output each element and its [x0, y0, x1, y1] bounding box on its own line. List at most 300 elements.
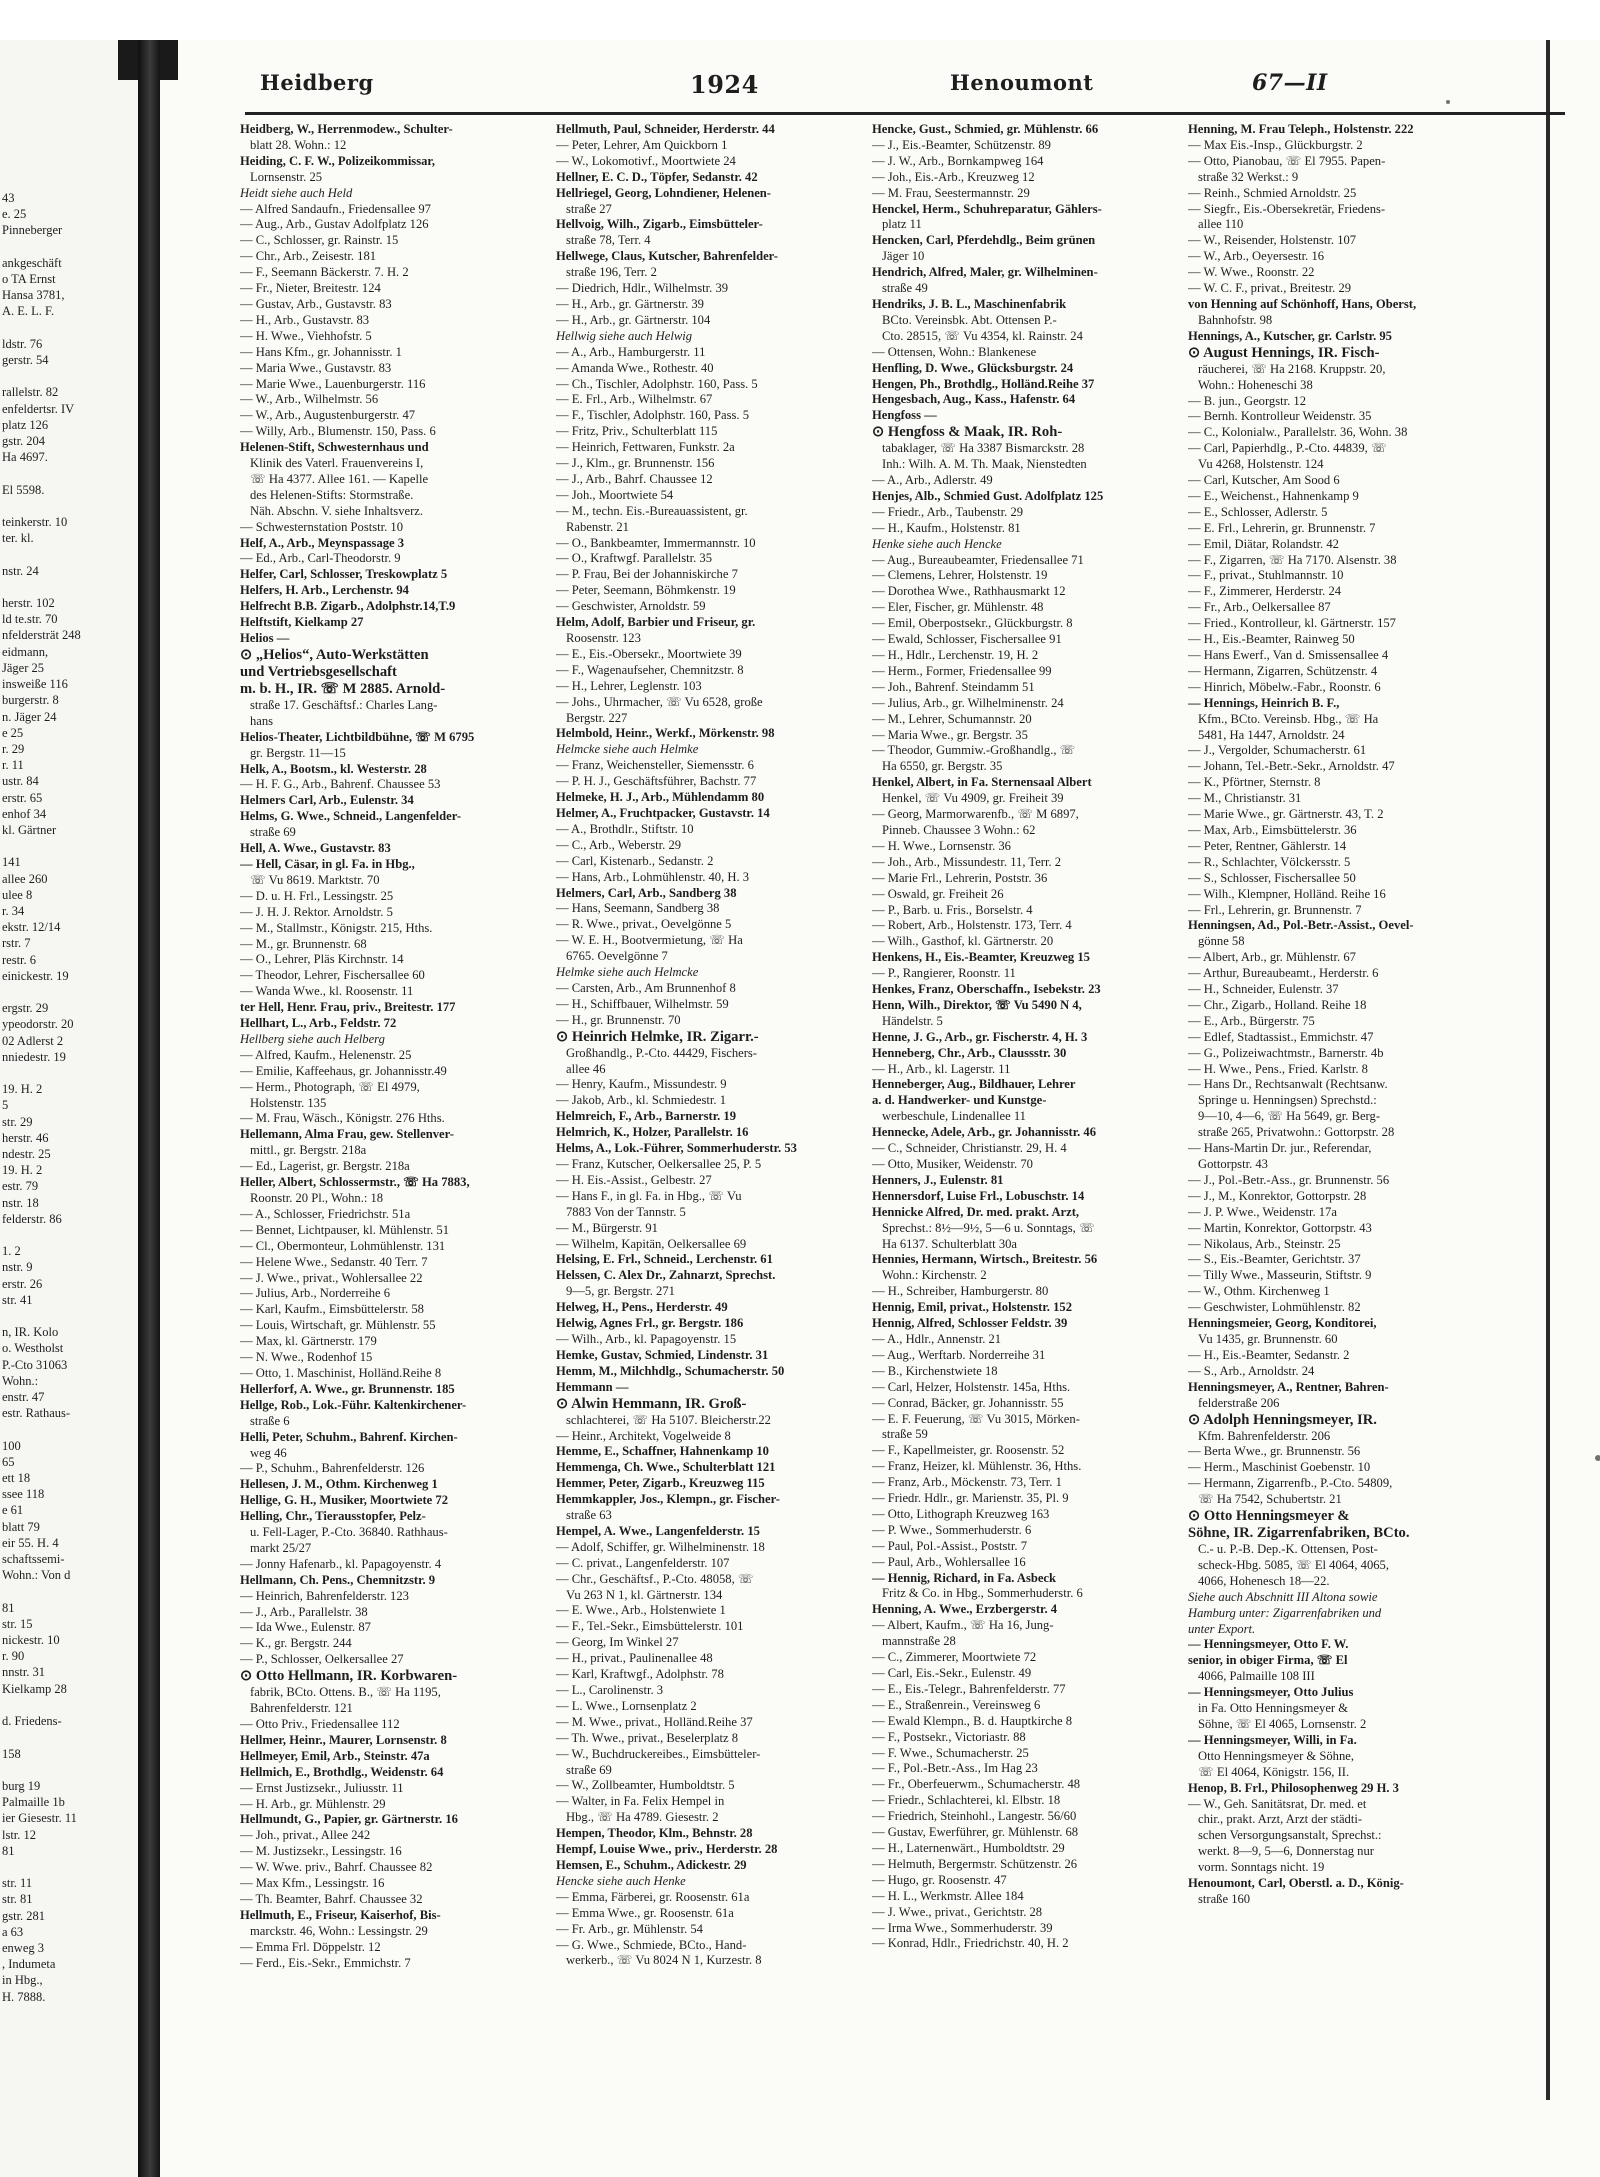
fragment-line — [0, 368, 81, 384]
directory-entry-line: — Carl, Kistenarb., Sedanstr. 2 — [556, 853, 714, 868]
directory-entry-line: — Dorothea Wwe., Rathhausmarkt 12 — [872, 584, 1066, 599]
directory-entry-line: a. d. Handwerker- und Kunstge- — [872, 1093, 1047, 1108]
directory-entry-line: werbeschule, Lindenallee 11 — [882, 1109, 1026, 1124]
directory-entry-line: — P. Wwe., Sommerhuderstr. 6 — [872, 1522, 1032, 1537]
directory-entry-line: — Konrad, Hdlr., Friedrichstr. 40, H. 2 — [872, 1936, 1069, 1951]
directory-entry-line: straße 63 — [566, 1508, 612, 1523]
directory-entry-line: Hellmuth, E., Friseur, Kaiserhof, Bis- — [240, 1907, 441, 1922]
directory-entry-line: — Fr. Arb., gr. Mühlenstr. 54 — [556, 1921, 703, 1936]
directory-entry-line: — Carl, Eis.-Sekr., Eulenstr. 49 — [872, 1666, 1032, 1680]
directory-entry-line: Hempel, A. Wwe., Langenfelderstr. 15 — [556, 1523, 760, 1538]
directory-entry-line: — Chr., Geschäftsf., P.-Cto. 48058, ☏ — [556, 1571, 754, 1586]
directory-entry-line: mannstraße 28 — [882, 1634, 956, 1649]
directory-entry-line: — Carl, Helzer, Holstenstr. 145a, Hths. — [872, 1379, 1071, 1394]
directory-entry-line: ☏ Ha 4377. Allee 161. — Kapelle — [250, 471, 429, 486]
directory-entry-line: — Carl, Papierhdlg., P.-Cto. 44839, ☏ — [1188, 441, 1387, 456]
directory-entry-line: — Max, kl. Gärtnerstr. 179 — [240, 1334, 377, 1349]
directory-entry-line: — J., M., Konrektor, Gottorpstr. 28 — [1188, 1188, 1367, 1203]
directory-entry-line: — Hell, Cäsar, in gl. Fa. in Hbg., — [240, 856, 415, 871]
ink-speck — [1446, 100, 1450, 104]
fragment-line — [0, 465, 81, 481]
directory-entry-line: — M., gr. Brunnenstr. 68 — [240, 936, 367, 951]
header-last-entry: Henoumont — [950, 70, 1094, 95]
header-rule — [245, 112, 1565, 115]
directory-entry-line: Wohn.: Hoheneschi 38 — [1198, 377, 1313, 392]
directory-entry-line: — Herm., Maschinist Goebenstr. 10 — [1188, 1460, 1371, 1475]
directory-entry-line: — Frl., Lehrerin, gr. Brunnenstr. 7 — [1188, 902, 1362, 917]
directory-entry-line: — Wilhelm, Kapitän, Oelkersallee 69 — [556, 1236, 747, 1251]
directory-entry-line: Kfm. Bahrenfelderstr. 206 — [1198, 1428, 1331, 1443]
directory-entry-line: — M. Frau, Wäsch., Königstr. 276 Hths. — [240, 1111, 445, 1126]
directory-entry-line: 6765. Oevelgönne 7 — [566, 949, 668, 964]
directory-entry-line: Hellmeyer, Emil, Arb., Steinstr. 47a — [240, 1748, 430, 1763]
directory-entry-line: Hencke, Gust., Schmied, gr. Mühlenstr. 66 — [872, 122, 1099, 136]
directory-entry-line: Hempf, Louise Wwe., priv., Herderstr. 28 — [556, 1842, 778, 1857]
directory-entry-line: — H., privat., Paulinenallee 48 — [556, 1651, 713, 1666]
directory-entry-line: straße 265, Privatwohn.: Gottorpstr. 28 — [1198, 1125, 1395, 1140]
directory-entry-line: — S., Arb., Arnoldstr. 24 — [1188, 1363, 1315, 1378]
directory-entry-line: — Peter, Rentner, Gählerstr. 14 — [1188, 838, 1347, 853]
fragment-line: blatt 79 — [2, 1519, 40, 1534]
directory-entry-line: — Hugo, gr. Roosenstr. 47 — [872, 1872, 1007, 1887]
directory-entry-line: Henckel, Herm., Schuhreparatur, Gählers- — [872, 201, 1102, 216]
directory-entry-line: — P., Barb. u. Fris., Borselstr. 4 — [872, 902, 1033, 917]
directory-entry-line: — C. privat., Langenfelderstr. 107 — [556, 1555, 730, 1570]
directory-entry-line: — Helmuth, Bergermstr. Schützenstr. 26 — [872, 1856, 1078, 1871]
column-4 — [1188, 122, 1496, 1908]
fragment-line: 19. H. 2 — [2, 1082, 43, 1097]
fragment-line: d. Friedens- — [2, 1714, 62, 1729]
directory-entry-line: — H. Arb., gr. Mühlenstr. 29 — [240, 1796, 386, 1811]
directory-entry-line: Henningsmeier, Georg, Konditorei, — [1188, 1316, 1377, 1331]
fragment-line: e 25 — [2, 725, 24, 740]
directory-entry-line: Hennig, Emil, privat., Holstenstr. 152 — [872, 1300, 1072, 1315]
fragment-line: r. 90 — [2, 1649, 25, 1664]
directory-entry-line: Helios-Theater, Lichtbildbühne, ☏ M 6795 — [240, 729, 475, 744]
column-3 — [872, 122, 1180, 1952]
directory-entry-line: blatt 28. Wohn.: 12 — [250, 137, 347, 152]
directory-entry-line: — Max, Arb., Eimsbüttelerstr. 36 — [1188, 822, 1357, 837]
fragment-line: 141 — [2, 855, 21, 870]
directory-entry-line: C.- u. P.-B. Dep.-K. Ottensen, Post- — [1198, 1542, 1378, 1557]
directory-entry-line: — Martin, Konrektor, Gottorpstr. 43 — [1188, 1220, 1372, 1235]
fragment-line: r. 29 — [2, 741, 25, 756]
directory-entry-line: — S., Schlosser, Fischersallee 50 — [1188, 870, 1356, 885]
directory-entry-line: Hell, A. Wwe., Gustavstr. 83 — [240, 841, 391, 856]
directory-entry-line: Henjes, Alb., Schmied Gust. Adolfplatz 125 — [872, 488, 1104, 503]
fragment-line: ter. kl. — [2, 531, 34, 546]
book-gutter — [138, 40, 160, 2177]
running-header — [80, 70, 1380, 110]
directory-entry-line: — Friedr. Hdlr., gr. Marienstr. 35, Pl. 9 — [872, 1491, 1069, 1506]
fragment-line: enweg 3 — [2, 1940, 44, 1955]
directory-entry-line: werkerb., ☏ Vu 8024 N 1, Kurzestr. 8 — [566, 1953, 762, 1968]
directory-entry-line: Helmeke, H. J., Arb., Mühlendamm 80 — [556, 790, 765, 805]
directory-entry-line: — P. H. J., Geschäftsführer, Bachstr. 77 — [556, 774, 757, 789]
directory-entry-line: straße 6 — [250, 1413, 290, 1428]
directory-entry-line: — Otto, Lithograph Kreuzweg 163 — [872, 1506, 1050, 1521]
directory-entry-line: Heller, Albert, Schlossermstr., ☏ Ha 7883, — [240, 1175, 470, 1190]
directory-entry-line: — Ed., Arb., Carl-Theodorstr. 9 — [240, 551, 401, 566]
directory-entry-line: — Eler, Fischer, gr. Mühlenstr. 48 — [872, 600, 1044, 615]
fragment-line: restr. 6 — [2, 952, 37, 967]
fragment-line: 1. 2 — [2, 1244, 21, 1259]
fragment-line: str. 29 — [2, 1114, 33, 1129]
directory-entry-line: — Hans, Seemann, Sandberg 38 — [556, 901, 720, 916]
directory-entry-line: — E., Schlosser, Adlerstr. 5 — [1188, 504, 1328, 519]
directory-entry-line: — Marie Wwe., gr. Gärtnerstr. 43, T. 2 — [1188, 807, 1384, 822]
directory-entry-line: — Albert, Kaufm., ☏ Ha 16, Jung- — [872, 1618, 1054, 1633]
directory-entry-line: Kfm., BCto. Vereinsb. Hbg., ☏ Ha — [1198, 711, 1379, 726]
directory-entry-line: — H., Arb., gr. Gärtnerstr. 104 — [556, 312, 711, 327]
fragment-line: enfeldertsr. IV — [2, 401, 75, 416]
fragment-line — [0, 1583, 81, 1599]
fragment-line: ypeodorstr. 20 — [2, 1017, 74, 1032]
directory-entry-line: — Hans Ewerf., Van d. Smissensallee 4 — [1188, 648, 1389, 662]
page-number: 67—II — [1252, 70, 1328, 96]
directory-entry-line: — Geschwister, Arnoldstr. 59 — [556, 599, 706, 614]
directory-entry-line: — M. Wwe., privat., Holländ.Reihe 37 — [556, 1714, 753, 1729]
directory-entry-line: Heidt siehe auch Held — [240, 185, 353, 200]
directory-entry-line: — Th. Beamter, Bahrf. Chaussee 32 — [240, 1891, 423, 1906]
directory-entry-line: — J., Eis.-Beamter, Schützenstr. 89 — [872, 137, 1051, 152]
fragment-line: 100 — [2, 1438, 21, 1453]
directory-entry-line: — M., Stallmstr., Königstr. 215, Hths. — [240, 920, 433, 935]
directory-entry-line: — Hans Kfm., gr. Johannisstr. 1 — [240, 344, 402, 359]
directory-entry-line: — Hermann, Zigarrenfb., P.-Cto. 54809, — [1188, 1476, 1393, 1491]
directory-entry-line: Siehe auch Abschnitt III Altona sowie — [1188, 1589, 1378, 1604]
directory-entry-line: — H., gr. Brunnenstr. 70 — [556, 1012, 681, 1027]
directory-entry-line: — J. P. Wwe., Weidenstr. 17a — [1188, 1204, 1337, 1219]
directory-entry-line: straße 27 — [566, 201, 612, 216]
directory-entry-line: Helmers, Carl, Arb., Sandberg 38 — [556, 885, 737, 900]
directory-entry-line: Hennicke Alfred, Dr. med. prakt. Arzt, — [872, 1204, 1080, 1219]
directory-entry-line: — W. C. F., privat., Breitestr. 29 — [1188, 281, 1352, 296]
directory-entry-line: Hennecke, Adele, Arb., gr. Johannisstr. 46 — [872, 1125, 1097, 1140]
directory-entry-line: — B., Kirchenstwiete 18 — [872, 1363, 998, 1378]
directory-entry-line: — Joh., Eis.-Arb., Kreuzweg 12 — [872, 169, 1035, 184]
directory-entry-line: — L. Wwe., Lornsenplatz 2 — [556, 1698, 697, 1713]
directory-entry-line: — Edlef, Stadtassist., Emmichstr. 47 — [1188, 1029, 1374, 1044]
fragment-line: ld te.str. 70 — [2, 612, 58, 627]
directory-entry-line: — C., Zimmerer, Moortwiete 72 — [872, 1650, 1037, 1665]
directory-entry-line: — G., Polizeiwachtmstr., Barnerstr. 4b — [1188, 1045, 1384, 1060]
directory-entry-line: ⊙ August Hennings, IR. Fisch- — [1188, 344, 1380, 361]
directory-entry-line: Helm, Adolf, Barbier und Friseur, gr. — [556, 615, 756, 630]
directory-entry-line: — Fritz, Priv., Schulterblatt 115 — [556, 424, 718, 439]
fragment-line: ssee 118 — [2, 1487, 45, 1502]
directory-entry-line: ☏ Vu 8619. Marktstr. 70 — [250, 872, 380, 887]
directory-entry-line: — Franz, Arb., Möckenstr. 73, Terr. 1 — [872, 1475, 1062, 1490]
directory-entry-line: Helf, A., Arb., Meynspassage 3 — [240, 535, 405, 550]
directory-entry-line: — Maria Wwe., gr. Bergstr. 35 — [872, 727, 1028, 742]
directory-entry-line: mittl., gr. Bergstr. 218a — [250, 1143, 367, 1158]
directory-entry-line: Henneberger, Aug., Bildhauer, Lehrer — [872, 1077, 1076, 1092]
directory-entry-line: — J. H. J. Rektor. Arnoldstr. 5 — [240, 904, 393, 919]
directory-entry-line: ⊙ Adolph Henningsmeyer, IR. — [1188, 1411, 1377, 1428]
directory-entry-line: — W. Wwe. priv., Bahrf. Chaussee 82 — [240, 1860, 433, 1875]
fragment-line: A. E. L. F. — [2, 304, 55, 319]
directory-entry-line: — Clemens, Lehrer, Holstenstr. 19 — [872, 568, 1048, 583]
fragment-line: herstr. 46 — [2, 1130, 49, 1145]
directory-entry-line: felderstraße 206 — [1198, 1395, 1280, 1410]
directory-entry-line: Hempen, Theodor, Klm., Behnstr. 28 — [556, 1826, 753, 1841]
fragment-line — [0, 1859, 81, 1875]
directory-entry-line: Cto. 28515, ☏ Vu 4354, kl. Rainstr. 24 — [882, 328, 1083, 343]
fragment-line: r. 34 — [2, 903, 25, 918]
fragment-line: nstr. 9 — [2, 1260, 33, 1275]
directory-entry-line: marckstr. 46, Wohn.: Lessingstr. 29 — [250, 1923, 428, 1938]
directory-entry-line: — Bennet, Lichtpauser, kl. Mühlenstr. 51 — [240, 1222, 450, 1237]
fragment-line: nickestr. 10 — [2, 1633, 60, 1648]
directory-entry-line: Hellge, Rob., Lok.-Führ. Kaltenkirchener- — [240, 1397, 467, 1412]
directory-entry-line: Hellmich, E., Brothdlg., Weidenstr. 64 — [240, 1764, 444, 1779]
fragment-line: rallelstr. 82 — [2, 385, 59, 400]
directory-entry-line: — Adolf, Schiffer, gr. Wilhelminenstr. 18 — [556, 1539, 765, 1554]
directory-entry-line: unter Export. — [1188, 1621, 1256, 1636]
directory-entry-line: — K., gr. Bergstr. 244 — [240, 1636, 352, 1651]
directory-entry-line: — W., Othm. Kirchenweg 1 — [1188, 1284, 1330, 1299]
directory-entry-line: — Karl, Kraftwgf., Adolphstr. 78 — [556, 1667, 724, 1682]
directory-entry-line: weg 46 — [250, 1445, 287, 1460]
directory-entry-line: — H., Arb., gr. Gärtnerstr. 39 — [556, 296, 704, 311]
fragment-line: gstr. 281 — [2, 1908, 46, 1923]
fragment-line — [0, 1065, 81, 1081]
directory-entry-line: tabaklager, ☏ Ha 3387 Bismarckstr. 28 — [882, 441, 1085, 456]
directory-entry-line: Hemm, M., Milchhdlg., Schumacherstr. 50 — [556, 1363, 785, 1378]
directory-entry-line: — Otto, 1. Maschinist, Holländ.Reihe 8 — [240, 1365, 442, 1380]
fragment-line: a 63 — [2, 1924, 24, 1939]
directory-entry-line: 4066, Palmaille 108 III — [1198, 1669, 1315, 1684]
directory-entry-line: Helmers Carl, Arb., Eulenstr. 34 — [240, 793, 414, 808]
directory-entry-line: räucherei, ☏ Ha 2168. Kruppstr. 20, — [1198, 361, 1386, 376]
directory-entry-line: — Herm., Former, Friedensallee 99 — [872, 663, 1052, 678]
fragment-line — [0, 984, 81, 1000]
directory-entry-line: — P., Schuhm., Bahrenfelderstr. 126 — [240, 1461, 425, 1476]
directory-entry-line: straße 160 — [1198, 1891, 1251, 1906]
directory-entry-line: Hengesbach, Aug., Kass., Hafenstr. 64 — [872, 392, 1076, 407]
directory-entry-line: — H., Eis.-Beamter, Sedanstr. 2 — [1188, 1347, 1350, 1362]
fragment-line: nniedestr. 19 — [2, 1049, 66, 1064]
fragment-line: ier Giesestr. 11 — [2, 1811, 77, 1826]
directory-entry-line: Hbg., ☏ Ha 4789. Giesestr. 2 — [566, 1810, 719, 1825]
directory-entry-line: — F., Zimmerer, Herderstr. 24 — [1188, 584, 1342, 599]
directory-entry-line: Henners, J., Eulenstr. 81 — [872, 1172, 1004, 1187]
directory-entry-line: Henop, B. Frl., Philosophenweg 29 H. 3 — [1188, 1780, 1399, 1795]
directory-entry-line: — Gustav, Ewerführer, gr. Mühlenstr. 68 — [872, 1825, 1079, 1840]
directory-entry-line: Hellmann, Ch. Pens., Chemnitzstr. 9 — [240, 1572, 436, 1587]
fragment-line: felderstr. 86 — [2, 1211, 62, 1226]
directory-entry-line: Henke siehe auch Hencke — [872, 536, 1002, 551]
fragment-line: 65 — [2, 1454, 15, 1469]
directory-entry-line: — Albert, Arb., gr. Mühlenstr. 67 — [1188, 950, 1356, 965]
directory-entry-line: — W., Geh. Sanitätsrat, Dr. med. et — [1188, 1796, 1367, 1811]
fragment-line: ndestr. 25 — [2, 1146, 51, 1161]
directory-entry-line: — H. F. G., Arb., Bahrenf. Chaussee 53 — [240, 777, 441, 792]
fragment-line: Palmaille 1b — [2, 1795, 65, 1810]
directory-entry-line: — O., Bankbeamter, Immermannstr. 10 — [556, 535, 756, 550]
directory-entry-line: Hendriks, J. B. L., Maschinenfabrik — [872, 296, 1067, 311]
directory-entry-line: — P., Schlosser, Oelkersallee 27 — [240, 1652, 404, 1667]
directory-entry-line: — Bernh. Kontrolleur Weidenstr. 35 — [1188, 409, 1372, 424]
directory-entry-line: ☏ Ha 7542, Schubertstr. 21 — [1198, 1492, 1342, 1507]
directory-entry-line: Helios — — [240, 631, 290, 645]
directory-entry-line: — Ed., Lagerist, gr. Bergstr. 218a — [240, 1159, 410, 1174]
fragment-line: Wohn.: — [2, 1373, 39, 1388]
fragment-line — [0, 1729, 81, 1745]
directory-entry-line: — Hermann, Zigarren, Schützenstr. 4 — [1188, 663, 1378, 678]
directory-entry-line: — P. Frau, Bei der Johanniskirche 7 — [556, 567, 738, 582]
directory-entry-line: Hellemann, Alma Frau, gew. Stellenver- — [240, 1127, 454, 1142]
directory-entry-line: — Johann, Tel.-Betr.-Sekr., Arnoldstr. 47 — [1188, 759, 1395, 774]
directory-entry-line: — Franz, Weichensteller, Siemensstr. 6 — [556, 758, 754, 773]
directory-entry-line: Holstenstr. 135 — [250, 1095, 327, 1110]
directory-entry-line: — A., Brothdlr., Stiftstr. 10 — [556, 821, 694, 836]
fragment-line: eidmann, — [2, 644, 49, 659]
directory-entry-line: werkt. 8—9, 5—6, Donnerstag nur — [1198, 1844, 1374, 1859]
directory-entry-line: — M. Frau, Seestermannstr. 29 — [872, 185, 1030, 200]
directory-entry-line: — Hinrich, Möbelw.-Fabr., Roonstr. 6 — [1188, 679, 1381, 694]
directory-entry-line: — Joh., privat., Allee 242 — [240, 1828, 371, 1843]
directory-entry-line: — F., privat., Stuhlmannstr. 10 — [1188, 568, 1344, 583]
fragment-line: P.-Cto 31063 — [2, 1357, 68, 1372]
directory-entry-line: — H., Eis.-Beamter, Rainweg 50 — [1188, 632, 1355, 647]
directory-entry-line: Helfer, Carl, Schlosser, Treskowplatz 5 — [240, 567, 448, 582]
fragment-line: Hansa 3781, — [2, 288, 65, 303]
directory-entry-line: Springe u. Henningsen) Sprechstd.: — [1198, 1093, 1377, 1108]
directory-entry-line: Hemmann — — [556, 1379, 629, 1394]
directory-entry-line: — Theodor, Lehrer, Fischersallee 60 — [240, 968, 425, 983]
directory-entry-line: — Heinrich, Bahrenfelderstr. 123 — [240, 1588, 409, 1603]
directory-entry-line: — E. Wwe., Arb., Holstenwiete 1 — [556, 1603, 726, 1618]
directory-entry-line: — Henningsmeyer, Otto F. W. — [1188, 1637, 1349, 1652]
directory-entry-line: Helfers, H. Arb., Lerchenstr. 94 — [240, 583, 409, 598]
directory-entry-line: — L., Carolinenstr. 3 — [556, 1683, 664, 1697]
directory-entry-line: Helsing, E. Frl., Schneid., Lerchenstr. 61 — [556, 1252, 773, 1267]
fragment-line: estr. 79 — [2, 1179, 39, 1194]
directory-entry-line: — Geschwister, Lohmühlenstr. 82 — [1188, 1300, 1361, 1315]
directory-entry-line: — Aug., Werftarb. Norderreihe 31 — [872, 1347, 1046, 1362]
directory-entry-line: — Carl, Kutscher, Am Sood 6 — [1188, 473, 1340, 488]
directory-entry-line: — Fried., Kontrolleur, kl. Gärtnerstr. 157 — [1188, 616, 1396, 631]
directory-entry-line: Roonstr. 20 Pl., Wohn.: 18 — [250, 1191, 384, 1205]
directory-entry-line: — Henry, Kaufm., Missundestr. 9 — [556, 1077, 727, 1092]
directory-entry-line: — Wilh., Arb., kl. Papagoyenstr. 15 — [556, 1331, 737, 1346]
directory-entry-line: fabrik, BCto. Ottens. B., ☏ Ha 1195, — [250, 1685, 441, 1700]
directory-entry-line: — Emma Wwe., gr. Roosenstr. 61a — [556, 1905, 734, 1920]
directory-entry-line: — Julius, Arb., gr. Wilhelminenstr. 24 — [872, 695, 1064, 710]
directory-entry-line: — E., Weichenst., Hahnenkamp 9 — [1188, 488, 1359, 503]
directory-entry-line: Helling, Chr., Tierausstopfer, Pelz- — [240, 1509, 426, 1524]
directory-entry-line: — J. Wwe., privat., Wohlersallee 22 — [240, 1270, 423, 1285]
fragment-line: 43 — [2, 191, 15, 205]
fragment-line: herstr. 102 — [2, 596, 55, 611]
directory-entry-line: — F. Wwe., Schumacherstr. 25 — [872, 1745, 1029, 1760]
directory-entry-line: Hellige, G. H., Musiker, Moortwiete 72 — [240, 1493, 448, 1508]
fragment-line — [0, 579, 81, 595]
directory-entry-line: — Fr., Nieter, Breitestr. 124 — [240, 281, 381, 296]
directory-entry-line: — B. jun., Georgstr. 12 — [1188, 393, 1307, 408]
directory-entry-line: — F., Kapellmeister, gr. Roosenstr. 52 — [872, 1443, 1065, 1458]
directory-entry-line: Henoumont, Carl, Oberstl. a. D., König- — [1188, 1876, 1404, 1891]
directory-entry-line: 9—10, 4—6, ☏ Ha 5649, gr. Berg- — [1198, 1109, 1381, 1124]
directory-entry-line: Helk, A., Bootsm., kl. Westerstr. 28 — [240, 761, 427, 776]
directory-entry-line: Henkel, ☏ Vu 4909, gr. Freiheit 39 — [882, 791, 1064, 806]
directory-entry-line: — Aug., Arb., Gustav Adolfplatz 126 — [240, 217, 429, 232]
directory-entry-line: Henkens, H., Eis.-Beamter, Kreuzweg 15 — [872, 950, 1090, 965]
directory-entry-line: des Helenen-Stifts: Stormstraße. — [250, 487, 414, 502]
directory-entry-line: Hellmuth, Paul, Schneider, Herderstr. 44 — [556, 122, 775, 136]
directory-entry-line: straße 78, Terr. 4 — [566, 233, 651, 248]
fragment-line: ustr. 84 — [2, 774, 39, 789]
fragment-line: Jäger 25 — [2, 660, 44, 675]
directory-entry-line: Henne, J. G., Arb., gr. Fischerstr. 4, H. 3 — [872, 1029, 1088, 1044]
directory-entry-line: — Chr., Arb., Zeisestr. 181 — [240, 249, 377, 264]
fragment-line: o. Westholst — [2, 1341, 64, 1356]
directory-entry-line: Gottorpstr. 43 — [1198, 1157, 1268, 1171]
directory-entry-line: — Jakob, Arb., kl. Schmiedestr. 1 — [556, 1093, 727, 1108]
directory-entry-line: ⊙ Heinrich Helmke, IR. Zigarr.- — [556, 1028, 759, 1045]
directory-entry-line: — Amanda Wwe., Rothestr. 40 — [556, 360, 714, 375]
directory-entry-line: in Fa. Otto Henningsmeyer & — [1198, 1701, 1349, 1716]
directory-entry-line: scheck-Hbg. 5085, ☏ El 4064, 4065, — [1198, 1557, 1389, 1572]
fragment-line: ldstr. 76 — [2, 336, 43, 351]
directory-entry-line: Helweg, H., Pens., Herderstr. 49 — [556, 1300, 728, 1315]
directory-entry-line: Henning, M. Frau Teleph., Holstenstr. 222 — [1188, 122, 1414, 136]
directory-entry-line: — Franz, Heizer, kl. Mühlenstr. 36, Hths. — [872, 1459, 1082, 1474]
directory-entry-line: Rabenstr. 21 — [566, 519, 629, 534]
fragment-line: ekstr. 12/14 — [2, 920, 61, 935]
directory-entry-line: — A., Arb., Hamburgerstr. 11 — [556, 344, 706, 359]
directory-entry-line: — N. Wwe., Rodenhof 15 — [240, 1350, 373, 1365]
directory-entry-line: — O., Kraftwgf. Parallelstr. 35 — [556, 551, 712, 566]
directory-entry-line: Bahrenfelderstr. 121 — [250, 1701, 353, 1716]
directory-entry-line: straße 69 — [250, 825, 296, 840]
directory-entry-line: Jäger 10 — [882, 249, 925, 264]
directory-entry-line: — H. L., Werkmstr. Allee 184 — [872, 1888, 1024, 1903]
directory-entry-line: Klinik des Vaterl. Frauenvereins I, — [250, 456, 424, 471]
directory-entry-line: — F., Wagenaufseher, Chemnitzstr. 8 — [556, 662, 744, 677]
directory-entry-line: ⊙ Alwin Hemmann, IR. Groß- — [556, 1395, 747, 1412]
fragment-line: burgerstr. 8 — [2, 693, 59, 708]
fragment-line — [0, 546, 81, 562]
directory-entry-line: straße 49 — [882, 281, 928, 296]
directory-entry-line: Helfrecht B.B. Zigarb., Adolphstr.14,T.9 — [240, 599, 456, 614]
directory-entry-line: — O., Lehrer, Pläs Kirchnstr. 14 — [240, 952, 404, 967]
directory-entry-line: — Marie Wwe., Lauenburgerstr. 116 — [240, 376, 426, 391]
directory-entry-line: — Hans F., in gl. Fa. in Hbg., ☏ Vu — [556, 1188, 742, 1203]
directory-entry-line: — Max Kfm., Lessingstr. 16 — [240, 1876, 385, 1891]
directory-entry-line: — F., Seemann Bäckerstr. 7. H. 2 — [240, 265, 409, 280]
directory-entry-line: — Emma Frl. Döppelstr. 12 — [240, 1939, 381, 1954]
directory-entry-line: schen Versorgungsanstalt, Sprechst.: — [1198, 1828, 1382, 1843]
fragment-line — [0, 320, 81, 336]
fragment-line: lstr. 12 — [2, 1827, 37, 1842]
directory-entry-line: — Arthur, Bureaubeamt., Herderstr. 6 — [1188, 966, 1379, 981]
directory-entry-line: ⊙ „Helios“, Auto-Werkstätten — [240, 646, 429, 663]
directory-entry-line: Ha 6550, gr. Bergstr. 35 — [882, 759, 1003, 774]
directory-entry-line: Helmcke siehe auch Helmke — [556, 742, 699, 757]
directory-entry-line: straße 17. Geschäftsf.: Charles Lang- — [250, 697, 438, 712]
directory-entry-line: — Alfred Sandaufn., Friedensallee 97 — [240, 201, 431, 216]
directory-entry-line: Bahnhofstr. 98 — [1198, 312, 1273, 327]
directory-entry-line: Hellwig siehe auch Helwig — [556, 328, 693, 343]
directory-entry-line: — Herm., Photograph, ☏ El 4979, — [240, 1079, 420, 1094]
fragment-line: eir 55. H. 4 — [2, 1535, 59, 1550]
fragment-line: e. 25 — [2, 207, 27, 222]
directory-entry-line: u. Fell-Lager, P.-Cto. 36840. Rathhaus- — [250, 1525, 448, 1540]
directory-entry-line: Hellberg siehe auch Helberg — [240, 1031, 385, 1046]
